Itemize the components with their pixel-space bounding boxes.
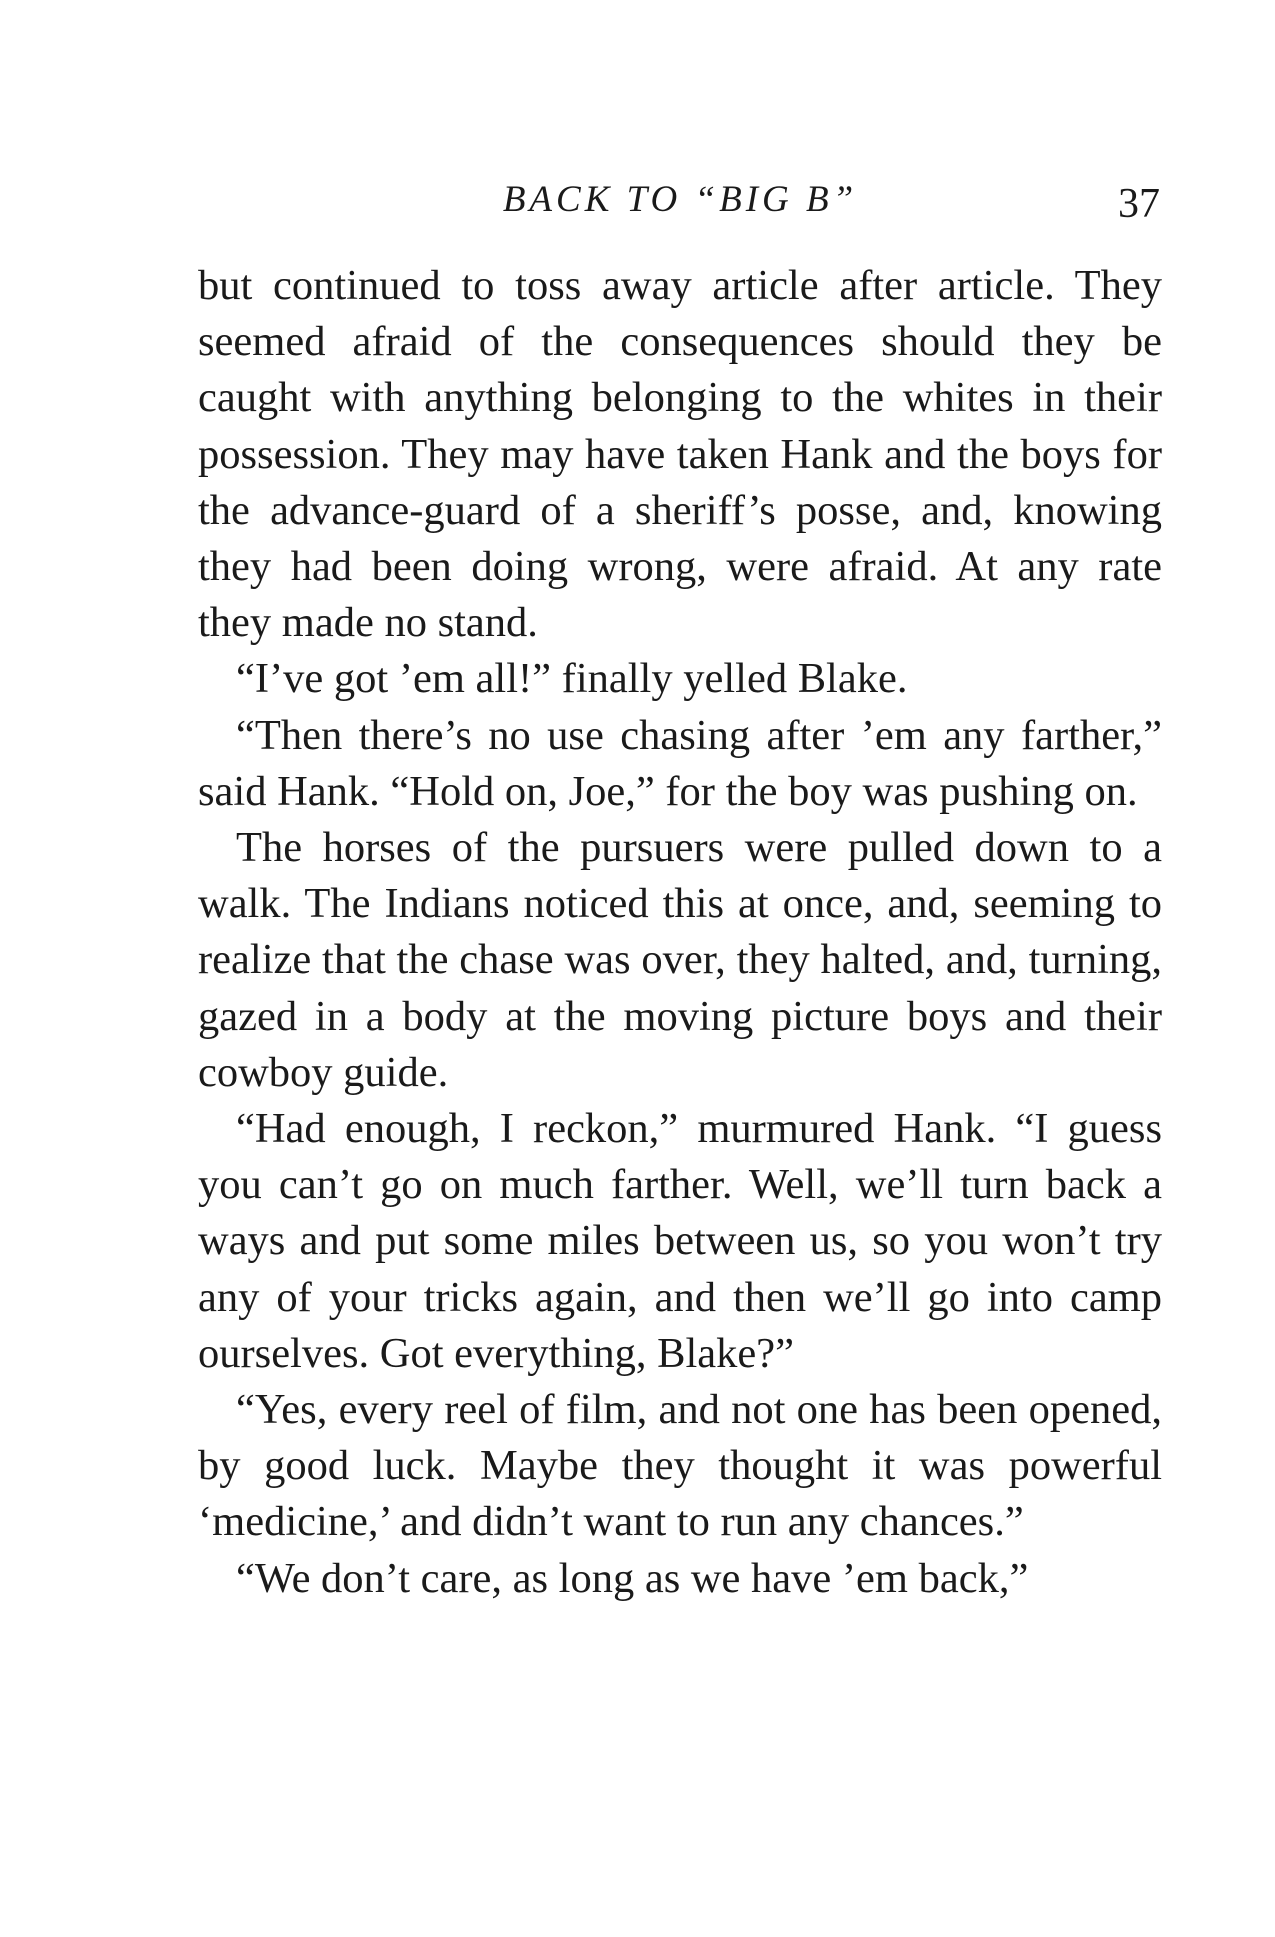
paragraph: The horses of the pursuers were pulled down to a walk. The Indians noticed this at once, and, seeming to realize that the chase was over, they halted, and, turning, gazed in a body at the moving picture boys and their cowboy guide. bbox=[198, 824, 1162, 1096]
paragraph: but continued to toss away article after article. They seemed afraid of the consequences should they be caught with anything belonging to the whites in their possession. They may have taken Hank and the boys for the advance-guard of a sheriff’s posse, and, knowing they had been doing wrong, were afraid. At any rate they made no stand. bbox=[198, 262, 1162, 647]
paragraph: “We don’t care, as long as we have ’em back,” bbox=[236, 1554, 1029, 1602]
page-header bbox=[200, 178, 1160, 238]
paragraph: “Then there’s no use chasing after ’em any farther,” said Hank. “Hold on, Joe,” for the boy was pushing on. bbox=[198, 711, 1162, 815]
paragraph: “Had enough, I reckon,” murmured Hank. “I guess you can’t go on much farther. Well, we’ll turn back a ways and put some miles between us, so you won’t try any of your tricks again, and then we’ll go into camp ourselves. Got everything, Blake?” bbox=[198, 1105, 1162, 1377]
paragraph: “Yes, every reel of film, and not one has been opened, by good luck. Maybe they thought it was powerful ‘medicine,’ and didn’t want to run any chances.” bbox=[198, 1386, 1162, 1546]
body-text bbox=[198, 258, 1162, 1607]
paragraph: “I’ve got ’em all!” finally yelled Blake. bbox=[236, 655, 908, 703]
page-number: 37 bbox=[1118, 181, 1160, 227]
running-head: BACK TO “BIG B” bbox=[502, 179, 858, 220]
